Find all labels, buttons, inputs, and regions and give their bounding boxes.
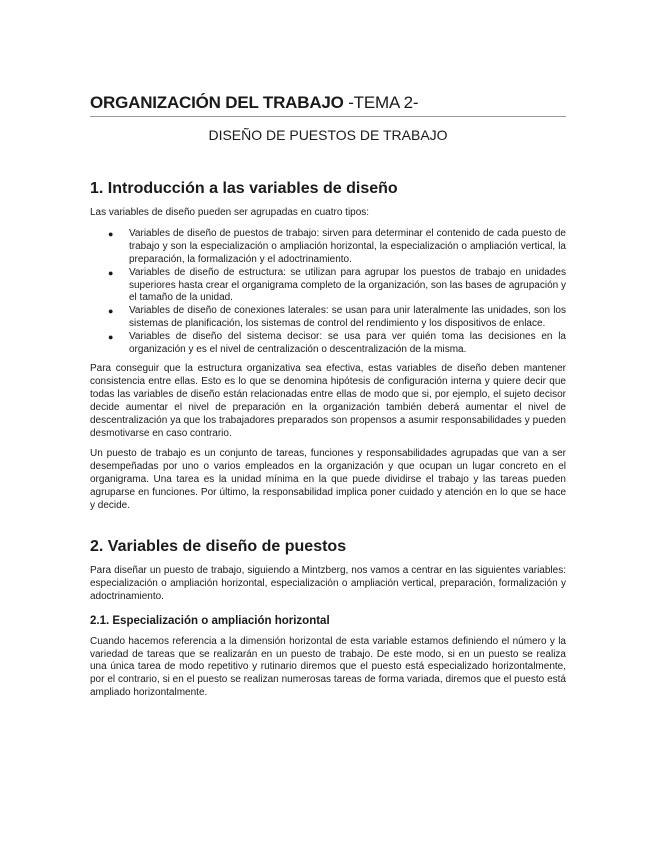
document-page bbox=[90, 92, 566, 708]
bullet-icon: ● bbox=[108, 332, 114, 343]
subsection-2-1-paragraph: Cuando hacemos referencia a la dimensión horizontal de esta variable estamos definiendo el número y la variedad de tareas que se realizarán en un puesto de trabajo. De este modo, si en un puesto se realiza una única tarea de modo repetitivo y rutinario diremos que el puesto está especializado horizontalmente, por el contrario, si en el puesto se realizan numerosas tareas de forma variada, diremos que el puesto está ampliado horizontalmente. bbox=[90, 635, 566, 699]
list-item bbox=[90, 228, 566, 267]
list-item-text: Variables de diseño del sistema decisor: se usa para ver quién toma las decisiones en la organización y es el nivel de centralización o descentralización de la misma. bbox=[129, 331, 566, 356]
document-title-topic: -TEMA 2- bbox=[343, 93, 419, 112]
list-item-text: Variables de diseño de conexiones laterales: se usan para unir lateralmente las unidades, son los sistemas de planificación, los sistemas de control del rendimiento y los dispositivos de enlace. bbox=[129, 305, 566, 330]
section-1-paragraph-job-definition: Un puesto de trabajo es un conjunto de tareas, funciones y responsabilidades agrupadas que van a ser desempeñadas por uno o varios empleados en la organización y que ocupan un lugar concreto en el organigrama. Una tarea es la unidad mínima en la que puede dividirse el trabajo y las tareas pueden agruparse en funciones. Por último, la responsabilidad implica poner cuidado y atención en lo que se hace y decide. bbox=[90, 448, 566, 512]
list-item bbox=[90, 267, 566, 306]
list-item-text: Variables de diseño de estructura: se utilizan para agrupar los puestos de trabajo en unidades superiores hasta crear el organigrama completo de la organización, son las bases de agrupación y el tamaño de la unidad. bbox=[129, 266, 566, 304]
bullet-icon: ● bbox=[108, 306, 114, 317]
section-2-heading: 2. Variables de diseño de puestos bbox=[90, 537, 347, 555]
bullet-icon: ● bbox=[108, 228, 114, 239]
list-item-text: Variables de diseño de puestos de trabajo: sirven para determinar el contenido de cada puesto de trabajo y son la especialización o ampliación horizontal, la especialización o ampliación vertical, la preparación, la formalización y el adoctrinamiento. bbox=[129, 227, 566, 265]
document-subtitle: DISEÑO DE PUESTOS DE TRABAJO bbox=[208, 127, 448, 143]
document-title-main: ORGANIZACIÓN DEL TRABAJO bbox=[90, 93, 344, 112]
section-1-heading: 1. Introducción a las variables de diseño bbox=[90, 180, 398, 197]
section-1-paragraph-consistency: Para conseguir que la estructura organizativa sea efectiva, estas variables de diseño deben mantener consistencia entre ellas. Esto es lo que se denomina hipótesis de configuración interna y quiere decir que todas las variables de diseño están relacionadas entre ellas de modo que si, por ejemplo, el sujeto decisor decide aumentar el nivel de preparación en la organización también deberá aumentar el nivel de descentralización ya que los trabajadores preparados son propensos a asumir responsabilidades y pueden desmotivarse en caso contrario. bbox=[90, 362, 566, 439]
list-item bbox=[90, 331, 566, 357]
list-item bbox=[90, 305, 566, 331]
subsection-2-1-heading: 2.1. Especialización o ampliación horizontal bbox=[90, 614, 330, 627]
section-1-intro: Las variables de diseño pueden ser agrupadas en cuatro tipos: bbox=[90, 207, 370, 218]
bullet-icon: ● bbox=[108, 267, 114, 278]
document-title bbox=[90, 92, 566, 117]
design-variables-list bbox=[90, 228, 566, 357]
section-2-intro: Para diseñar un puesto de trabajo, siguiendo a Mintzberg, nos vamos a centrar en las siguientes variables: especialización o ampliación horizontal, especialización o ampliación vertical, preparación, formalización y adoctrinamiento. bbox=[90, 564, 566, 602]
